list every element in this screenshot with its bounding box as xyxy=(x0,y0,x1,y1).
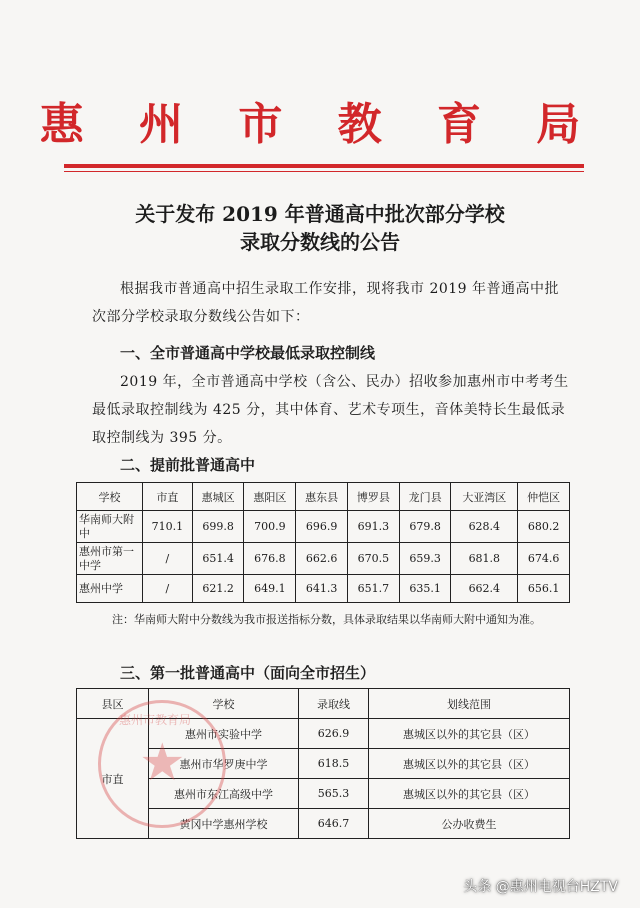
letterhead-org-name: 惠 州 市 教 育 局 xyxy=(39,99,601,150)
document-title-line2: 录取分数线的公告 xyxy=(240,230,400,254)
table-row xyxy=(77,779,570,809)
intro-paragraph: 根据我市普通高中招生录取工作安排，现将我市 2019 年普通高中批次部分学校录取分数线公告如下： xyxy=(92,281,560,325)
county-cell: 市直 xyxy=(77,719,149,839)
table-row xyxy=(77,809,570,839)
school-cell: 惠州市第一中学 xyxy=(77,543,143,575)
column-header: 学校 xyxy=(149,689,299,719)
column-header: 惠阳区 xyxy=(244,483,296,511)
school-cell: 惠州中学 xyxy=(77,575,143,603)
score-cell: 628.4 xyxy=(451,511,518,543)
school-cell: 惠州市华罗庚中学 xyxy=(149,749,299,779)
column-header: 划线范围 xyxy=(369,689,570,719)
score-cell: 565.3 xyxy=(299,779,369,809)
table-row xyxy=(77,511,570,543)
column-header: 惠城区 xyxy=(192,483,244,511)
table-footnote: 注：华南师大附中分数线为我市报送指标分数，具体录取结果以华南师大附中通知为准。 xyxy=(112,613,541,626)
score-cell: 618.5 xyxy=(299,749,369,779)
score-cell: 710.1 xyxy=(143,511,193,543)
score-cell: 699.8 xyxy=(192,511,244,543)
early-batch-score-table xyxy=(76,482,570,603)
section1-paragraph: 2019 年，全市普通高中学校（含公、民办）招收参加惠州市中考考生最低录取控制线为 425 分，其中体育、艺术专项生，音体美特长生最低录取控制线为 395 分。 xyxy=(92,374,569,446)
section3-heading: 三、第一批普通高中（面向全市招生） xyxy=(120,664,376,682)
seal-text: 惠州市教育局 xyxy=(119,713,192,727)
source-watermark: 头条 @惠州电视台HZTV xyxy=(463,879,618,895)
score-cell: 662.6 xyxy=(296,543,348,575)
range-cell: 公办收费生 xyxy=(369,809,570,839)
score-cell: 670.5 xyxy=(347,543,399,575)
school-cell: 黄冈中学惠州学校 xyxy=(149,809,299,839)
score-cell: / xyxy=(143,543,193,575)
first-batch-score-table xyxy=(76,688,570,839)
school-cell: 华南师大附中 xyxy=(77,511,143,543)
score-cell: 700.9 xyxy=(244,511,296,543)
score-cell: 676.8 xyxy=(244,543,296,575)
score-cell: 680.2 xyxy=(518,511,570,543)
column-header: 龙门县 xyxy=(399,483,451,511)
score-cell: 674.6 xyxy=(518,543,570,575)
score-cell: / xyxy=(143,575,193,603)
table-row xyxy=(77,719,570,749)
column-header: 大亚湾区 xyxy=(451,483,518,511)
column-header: 仲恺区 xyxy=(518,483,570,511)
school-cell: 惠州市东江高级中学 xyxy=(149,779,299,809)
score-cell: 659.3 xyxy=(399,543,451,575)
score-cell: 621.2 xyxy=(192,575,244,603)
score-cell: 679.8 xyxy=(399,511,451,543)
column-header: 博罗县 xyxy=(347,483,399,511)
score-cell: 662.4 xyxy=(451,575,518,603)
section1-heading: 一、全市普通高中学校最低录取控制线 xyxy=(120,344,376,362)
score-cell: 656.1 xyxy=(518,575,570,603)
score-cell: 641.3 xyxy=(296,575,348,603)
range-cell: 惠城区以外的其它县（区） xyxy=(369,779,570,809)
column-header: 县区 xyxy=(77,689,149,719)
score-cell: 696.9 xyxy=(296,511,348,543)
score-cell: 691.3 xyxy=(347,511,399,543)
score-cell: 646.7 xyxy=(299,809,369,839)
score-cell: 651.4 xyxy=(192,543,244,575)
letterhead-red-rule xyxy=(64,164,584,168)
column-header: 录取线 xyxy=(299,689,369,719)
table-row xyxy=(77,749,570,779)
table-header-row xyxy=(77,483,570,511)
range-cell: 惠城区以外的其它县（区） xyxy=(369,749,570,779)
range-cell: 惠城区以外的其它县（区） xyxy=(369,719,570,749)
score-cell: 635.1 xyxy=(399,575,451,603)
document-title-line1: 关于发布 2019 年普通高中批次部分学校 xyxy=(135,202,505,226)
school-cell: 惠州市实验中学 xyxy=(149,719,299,749)
score-cell: 626.9 xyxy=(299,719,369,749)
table-row xyxy=(77,543,570,575)
section2-heading: 二、提前批普通高中 xyxy=(120,456,256,474)
column-header: 市直 xyxy=(143,483,193,511)
score-cell: 649.1 xyxy=(244,575,296,603)
column-header: 学校 xyxy=(77,483,143,511)
table-row xyxy=(77,575,570,603)
seal-star-icon: ★ xyxy=(139,733,186,793)
score-cell: 681.8 xyxy=(451,543,518,575)
column-header: 惠东县 xyxy=(296,483,348,511)
table-header-row xyxy=(77,689,570,719)
letterhead-red-rule-thin xyxy=(64,171,584,172)
score-cell: 651.7 xyxy=(347,575,399,603)
